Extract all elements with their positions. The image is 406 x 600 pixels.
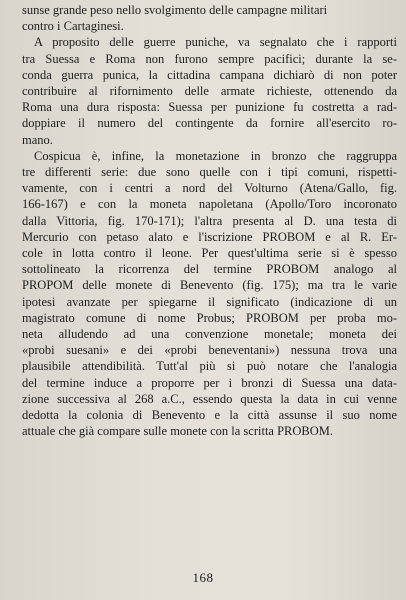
text-line: zione successiva al 268 a.C., essendo questa la data in cui venne xyxy=(22,391,397,406)
text-line: Roma una dura risposta: Suessa per punizione fu costretta a rad- xyxy=(22,100,397,115)
text-line: cole in lotta contro il leone. Per quest'ultima serie si è spesso xyxy=(22,246,397,261)
text-line: neta alludendo ad una convenzione monetale; moneta dei xyxy=(22,327,397,342)
text-line: dedotta la colonia di Benevento e la città assunse il suo nome xyxy=(22,408,397,423)
page-number: 168 xyxy=(192,570,214,585)
text-line: Cospicua è, infine, la monetazione in bronzo che raggruppa xyxy=(34,148,397,163)
text-line: tra Suessa e Roma non furono sempre pacifici; durante la se- xyxy=(22,51,397,66)
text-line: sunse grande peso nello svolgimento delle campagne militari xyxy=(22,3,328,17)
text-line: contro i Cartaginesi. xyxy=(22,19,124,34)
text-line: magistrato comune di nome Probus; PROBOM per proba mo- xyxy=(22,310,397,325)
text-line: plausibile attendibilità. Tutt'al più si può notare che l'analogia xyxy=(22,359,397,374)
text-line: del termine induce a proporre per i bronzi di Suessa una data- xyxy=(22,375,397,390)
text-line: vamente, con i centri a nord del Volturno (Atena/Gallo, fig. xyxy=(22,181,397,196)
text-line: contribuire al rifornimento delle armate richieste, ottenendo da xyxy=(22,84,397,99)
text-line: ipotesi avanzate per spiegarne il significato (indicazione di un xyxy=(22,294,397,309)
text-line: 166-167) e con la moneta napoletana (Apollo/Toro incoronato xyxy=(22,197,397,212)
text-line: «probi suesani» e dei «probi beneventani») nessuna trova una xyxy=(22,343,397,358)
text-line: tre differenti serie: due sono quelle con i tipi comuni, rispetti- xyxy=(22,165,397,180)
text-line: mano. xyxy=(22,132,53,147)
body-text xyxy=(22,2,397,439)
text-line: PROPOM delle monete di Benevento (fig. 175); ma tra le varie xyxy=(22,278,397,293)
text-line: A proposito delle guerre puniche, va segnalato che i rapporti xyxy=(34,35,397,50)
text-line: doppiare il numero del contingente da fornire all'esercito ro- xyxy=(22,116,397,131)
text-line: Mercurio con petaso alato e l'iscrizione PROBOM e al R. Er- xyxy=(22,229,397,244)
text-line: sottolineato la ricorrenza del termine PROBOM analogo al xyxy=(22,262,397,277)
text-line: conda guerra punica, la cittadina campana dichiarò di non poter xyxy=(22,67,397,82)
text-line: dalla Vittoria, fig. 170-171); l'altra presenta al D. una testa di xyxy=(22,213,397,228)
text-line: attuale che già compare sulle monete con la scritta PROBOM. xyxy=(22,424,334,439)
